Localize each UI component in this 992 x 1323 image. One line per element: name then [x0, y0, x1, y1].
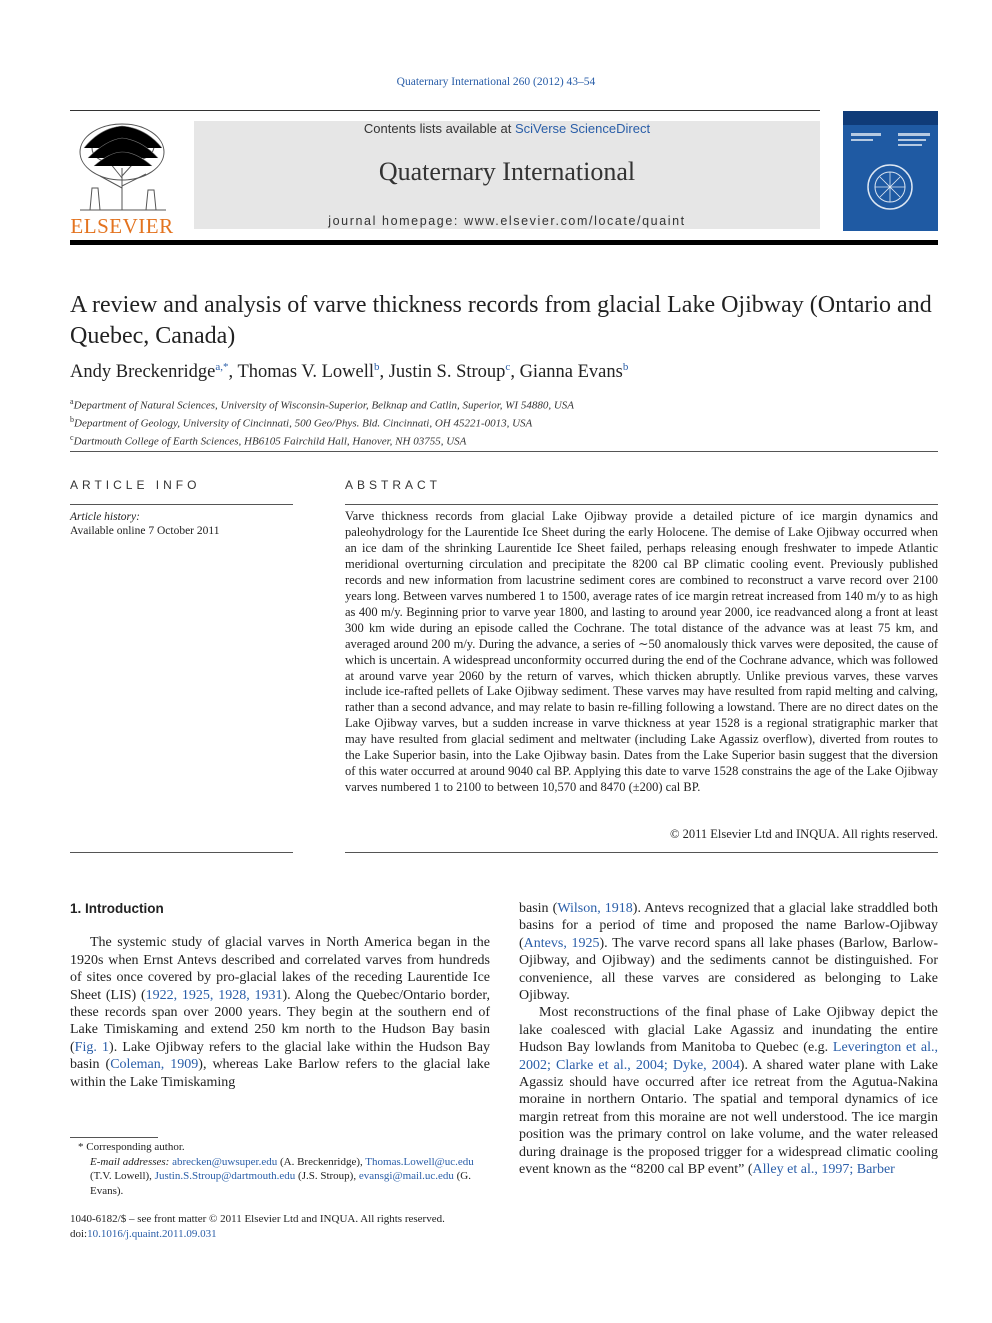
- affiliation-item: [70, 431, 938, 449]
- contents-prefix: Contents lists available at: [363, 121, 515, 136]
- citation-link[interactable]: Wilson, 1918: [557, 901, 633, 916]
- available-online: Available online 7 October 2011: [70, 525, 220, 537]
- cover-emblem-icon: [843, 111, 938, 231]
- author-affiliation-link[interactable]: b: [622, 361, 629, 373]
- page-bottom-info: [70, 1212, 510, 1241]
- author-affiliation-link[interactable]: a,: [215, 361, 224, 373]
- history-label: Article history:: [70, 511, 140, 523]
- abstract-bottom-rule: [345, 852, 938, 853]
- article-info-bottom-rule: [70, 852, 293, 853]
- section-heading: 1. Introduction: [70, 901, 164, 916]
- corresponding-author-link[interactable]: *: [223, 361, 229, 373]
- article-info-label: ARTICLE INFO: [70, 478, 201, 492]
- sciencedirect-link[interactable]: SciVerse ScienceDirect: [514, 121, 651, 136]
- abstract-text: Varve thickness records from glacial Lake Ojibway provide a detailed picture of ice margin dynamics and paleohydrology for the Laurentide Ice Sheet during the early Holocene. The demise of Lake Ojibway occurred when an ice dam of the shrinking Laurentide Ice Sheet failed, perhaps releasing enough freshwater to impede Atlantic meridional overturning circulation and precipitate the 8200 cal BP climatic cooling event. Previously published records and new information from lacustrine sediment cores are combined to reconstruct a varve record over 2100 years long. Between varves numbered 1 to 1500, average rates of ice margin retreat increased from 140 m/y to as high as 400 m/y. Beginning prior to varve year 1800, and lasting to around year 2000, ice readvanced along a front at least 300 km wide during an episode called the Cochrane. The total distance of the advance was at least 75 km, and averaged around 200 m/y. During the advance, a series of ∼50 anomalously thick varves were deposited, the cause of which is uncertain. A widespread unconformity occurred during the end of the Cochrane advance, which was followed at around varve year 2060 by the return of varves, which thicken abruptly. Unlike previous varves, these varves include ice-rafted pellets of Lake Ojibway sediment. These varves may have resulted from rapid melting and calving, rather than a second advance, and may relate to basin re-filling following a lowstand. There are no direct dates on the Lake Ojibway varves, but a sudden increase in varve thickness at year 1528 is a regional stratigraphic marker that may have resulted from glacial sediment and meltwater (including Lake Agassiz overflow), diverted from routes to the Lake Superior basin, into the Lake Ojibway basin. Dates from the Lake Superior basin suggest that the diversion of this water occurred at around 9040 cal BP. Applying this date to varve 1528 constrains the age of the Lake Ojibway varves numbered 1 to 2100 to between 10,570 and 8470 (±200) cal BP.: [345, 509, 938, 795]
- elsevier-logo[interactable]: [70, 118, 174, 238]
- article-info-rule: [70, 504, 293, 505]
- corresponding-text: Corresponding author.: [86, 1141, 185, 1153]
- homepage-url[interactable]: www.elsevier.com/locate/quaint: [464, 214, 686, 228]
- paragraph-text: Most reconstructions of the final phase of Lake Ojibway depict the lake coalesced with glacial Lake Agassiz and inundating the entire Hudson Bay lowlands from Manitoba to Quebec (e.g.: [519, 1005, 938, 1056]
- citation-link[interactable]: Antevs, 1925: [523, 935, 600, 951]
- body-paragraph: [70, 934, 490, 1091]
- author-name: Justin S. Stroup: [388, 362, 506, 383]
- figure-link[interactable]: Fig. 1: [74, 1039, 110, 1055]
- doi-prefix: doi:: [70, 1227, 88, 1240]
- email-owner: (A. Breckenridge),: [277, 1155, 366, 1168]
- corresponding-footnote: * Corresponding author.: [78, 1141, 185, 1153]
- elsevier-tree-icon: [70, 118, 174, 214]
- email-owner: (G. Evans).: [90, 1170, 471, 1197]
- paragraph-text: ). A shared water plane with Lake Agassiz should have occurred after ice retreat from the Agutua-Nakina moraine in northern Ontario. The spatial and temporal dynamics of ice margin retreat from this moraine are not well understood. The ice margin position was the primary control on lake volume, and the water released during drainage is the proposed trigger for a widespread climatic cooling event known as the “8200 cal BP event” (: [519, 1057, 938, 1178]
- header-thick-rule: [70, 240, 938, 245]
- body-column-right: [519, 900, 938, 1179]
- affiliation-marker: a: [70, 397, 74, 406]
- author-name: Andy Breckenridge: [70, 362, 216, 383]
- footnote-rule: [70, 1137, 158, 1138]
- paragraph-text: ), whereas Lake Barlow refers to the glacial lake within the Lake Timiskaming: [70, 1057, 491, 1090]
- article-history: [70, 510, 293, 538]
- email-footnote: [70, 1155, 490, 1199]
- contents-available-line: [194, 121, 820, 136]
- elsevier-wordmark: ELSEVIER: [70, 214, 174, 238]
- affiliation-marker: c: [70, 433, 74, 443]
- author-list: Andy Breckenridge$^{a,*}$, Thomas V. Lowell$^b$, Justin S. Stroup$^c$, Gianna Evans$^b$: [70, 361, 629, 383]
- paragraph-text: basin (: [519, 901, 558, 916]
- paragraph-text: ). The varve record spans all lake phases (Barlow, Barlow-Ojibway, and Ojibway) and the sediments cannot be distinguished. For convenience, all these varves are considered as belonging to Lake Ojibway.: [519, 935, 938, 1004]
- abstract-copyright: © 2011 Elsevier Ltd and INQUA. All rights reserved.: [669, 827, 938, 841]
- doi-line: [70, 1227, 510, 1242]
- affiliation-marker: b: [70, 415, 74, 425]
- paragraph-text: The systemic study of glacial varves in North America began in the 1920s when Ernst Antevs described and correlated varves from hundreds of sites once covered by pro-glacial lakes of the receding Laurentide Ice Sheet (LIS) (: [70, 935, 490, 1003]
- body-column-left: [70, 900, 490, 1091]
- author-affiliation-link[interactable]: b: [373, 361, 380, 373]
- footnotes: [70, 1140, 490, 1198]
- abstract-rule: [345, 504, 938, 505]
- email-link[interactable]: abrecken@uwsuper.edu: [172, 1155, 278, 1168]
- email-link[interactable]: evansgi@mail.uc.edu: [358, 1170, 454, 1182]
- journal-header-box: [194, 121, 820, 229]
- email-owner: (T.V. Lowell),: [90, 1170, 155, 1182]
- affiliation-text: Department of Natural Sciences, University of Wisconsin-Superior, Belknap and Catlin, Superior, WI 54880, USA: [73, 399, 575, 412]
- email-link[interactable]: Thomas.Lowell@uc.edu: [365, 1155, 474, 1168]
- email-owner: (J.S. Stroup),: [295, 1170, 359, 1182]
- journal-homepage: [194, 214, 820, 228]
- affiliation-item: [70, 413, 938, 431]
- email-link[interactable]: Justin.S.Stroup@dartmouth.edu: [154, 1170, 296, 1182]
- journal-cover-thumbnail[interactable]: [843, 111, 938, 231]
- journal-reference[interactable]: Quaternary International 260 (2012) 43–54: [396, 76, 596, 88]
- paragraph-text: ). Along the Quebec/Ontario border, these records span over 2000 years. They begin at the southern end of Lake Timiskaming and extend 250 km north to the Hudson Bay basin (: [70, 987, 490, 1055]
- header-top-rule: [70, 110, 820, 111]
- citation-link[interactable]: Coleman, 1909: [110, 1057, 199, 1073]
- affiliation-text: Dartmouth College of Earth Sciences, HB6105 Fairchild Hall, Hanover, NH 03755, USA: [73, 435, 467, 448]
- affiliations: [70, 395, 938, 449]
- section-rule: [70, 451, 938, 452]
- author-name: Gianna Evans: [519, 362, 623, 383]
- body-paragraph: [519, 900, 938, 1004]
- citation-link[interactable]: Leverington et al., 2002; Clarke et al., 2004; Dyke, 2004: [519, 1040, 938, 1073]
- issn-line: 1040-6182/$ – see front matter © 2011 Elsevier Ltd and INQUA. All rights reserved.: [70, 1213, 445, 1225]
- paragraph-text: ). Lake Ojibway refers to the glacial lake within the Hudson Bay basin (: [70, 1039, 490, 1073]
- paragraph-text: ). Antevs recognized that a glacial lake straddled both basins for a period of time and proposed the name Barlow-Ojibway (: [519, 901, 938, 951]
- author-name: Thomas V. Lowell: [237, 362, 374, 383]
- abstract-label: ABSTRACT: [345, 478, 442, 492]
- doi-link[interactable]: 10.1016/j.quaint.2011.09.031: [87, 1227, 217, 1240]
- journal-name: Quaternary International: [378, 157, 636, 186]
- email-label: E-mail addresses:: [90, 1155, 170, 1168]
- author-affiliation-link[interactable]: c: [505, 361, 511, 373]
- citation-link[interactable]: Alley et al., 1997; Barber: [752, 1162, 895, 1178]
- body-paragraph: [519, 1004, 938, 1178]
- article-title: A review and analysis of varve thickness records from glacial Lake Ojibway (Ontario and Quebec, Canada): [70, 292, 932, 349]
- homepage-prefix: journal homepage:: [328, 214, 465, 228]
- affiliation-item: [70, 395, 938, 413]
- affiliation-text: Department of Geology, University of Cincinnati, 500 Geo/Phys. Bld. Cincinnati, OH 45221-0013, USA: [74, 417, 533, 430]
- citation-link[interactable]: 1922, 1925, 1928, 1931: [145, 987, 283, 1003]
